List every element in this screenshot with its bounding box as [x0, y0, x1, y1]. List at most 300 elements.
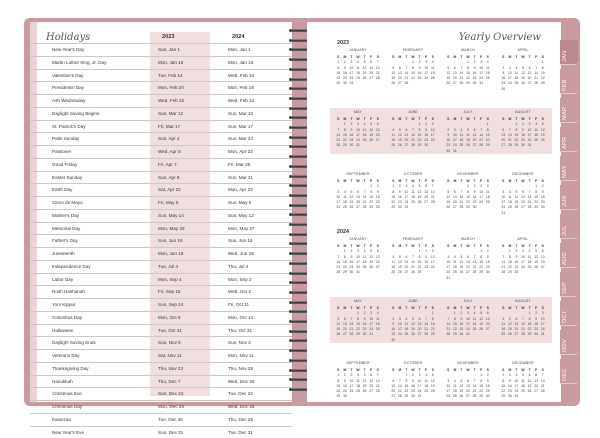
- weekday-initial: T: [471, 179, 478, 183]
- day-number: 16: [397, 195, 404, 199]
- day-number: 13: [368, 66, 375, 70]
- weekday-initial: M: [452, 55, 459, 59]
- weekday-initial: T: [458, 179, 465, 183]
- day-number: 24: [397, 332, 404, 336]
- day-number: 24: [416, 389, 423, 393]
- day-number: 23: [458, 327, 465, 331]
- day-number: 27: [397, 81, 404, 85]
- day-number: 29: [368, 205, 375, 209]
- day-number: 23: [423, 138, 430, 142]
- month-tab-label: NOV: [562, 339, 568, 352]
- month-name: JANUARY: [335, 237, 381, 241]
- blank-day: [452, 122, 459, 126]
- day-number: 31: [513, 394, 520, 398]
- day-number: 10: [478, 190, 485, 194]
- day-number: 12: [465, 133, 472, 137]
- day-number: 12: [390, 71, 397, 75]
- day-number: 20: [403, 265, 410, 269]
- day-number: 8: [335, 66, 342, 70]
- day-number: 10: [429, 255, 436, 259]
- day-number: 19: [397, 138, 404, 142]
- day-number: 13: [390, 384, 397, 388]
- holiday-row: [30, 56, 292, 69]
- day-number: 13: [465, 260, 472, 264]
- day-number: 28: [520, 332, 527, 336]
- weekday-initial: F: [478, 368, 485, 372]
- blank-day: [397, 311, 404, 315]
- day-number: 22: [342, 138, 349, 142]
- day-number: 25: [533, 138, 540, 142]
- day-number: 19: [445, 76, 452, 80]
- day-number: 10: [335, 195, 342, 199]
- holiday-row: [30, 183, 292, 196]
- day-number: 6: [374, 122, 381, 126]
- day-number: 13: [403, 260, 410, 264]
- holidays-title: Holidays: [46, 32, 90, 43]
- day-number: 31: [445, 276, 452, 280]
- blank-day: [478, 122, 485, 126]
- month-tab[interactable]: [560, 69, 578, 94]
- weekday-initial: T: [526, 55, 533, 59]
- holiday-date-2024: Mon, Oct 14: [228, 315, 253, 320]
- weekday-initial: W: [465, 244, 472, 248]
- day-number: 4: [429, 60, 436, 64]
- day-number: 27: [513, 332, 520, 336]
- day-number: 4: [361, 122, 368, 126]
- weekday-initial: T: [416, 179, 423, 183]
- day-number: 28: [423, 332, 430, 336]
- month-name: NOVEMBER: [445, 361, 491, 365]
- day-number: 6: [397, 66, 404, 70]
- day-number: 26: [368, 138, 375, 142]
- holiday-date-2024: Thu, Dec 26: [228, 417, 253, 422]
- day-number: 31: [539, 332, 546, 336]
- day-number: 1: [410, 60, 417, 64]
- day-number: 30: [471, 205, 478, 209]
- weekday-initial: T: [361, 368, 368, 372]
- weekday-initial: W: [520, 368, 527, 372]
- day-number: 5: [410, 317, 417, 321]
- day-number: 19: [526, 384, 533, 388]
- weekday-initial: S: [390, 244, 397, 248]
- day-number: 27: [533, 389, 540, 393]
- day-number: 5: [390, 66, 397, 70]
- day-number: 13: [520, 195, 527, 199]
- day-number: 6: [423, 184, 430, 188]
- month-tab[interactable]: [560, 40, 578, 65]
- holiday-name: St. Patrick's Day: [52, 124, 86, 129]
- overview-year-label: 2024: [337, 229, 349, 235]
- day-number: 5: [368, 249, 375, 253]
- day-number: 10: [397, 322, 404, 326]
- day-number: 16: [471, 195, 478, 199]
- day-number: 24: [539, 327, 546, 331]
- day-number: 24: [526, 138, 533, 142]
- holiday-row: [30, 362, 292, 375]
- holiday-date-2024: Sun, May 12: [228, 213, 254, 218]
- day-number: 16: [374, 195, 381, 199]
- day-number: 15: [403, 384, 410, 388]
- day-number: 27: [368, 389, 375, 393]
- weekday-initial: T: [458, 244, 465, 248]
- month-tab[interactable]: [560, 243, 578, 268]
- day-number: 2: [520, 122, 527, 126]
- day-number: 28: [458, 205, 465, 209]
- weekday-initial: T: [403, 179, 410, 183]
- day-number: 25: [423, 389, 430, 393]
- day-number: 7: [374, 60, 381, 64]
- holiday-row: [30, 222, 292, 235]
- weekday-initial: M: [452, 179, 459, 183]
- day-number: 27: [452, 205, 459, 209]
- month-name: JANUARY: [335, 48, 381, 52]
- day-number: 23: [471, 76, 478, 80]
- day-number: 22: [526, 327, 533, 331]
- day-number: 12: [361, 379, 368, 383]
- month-tab[interactable]: [560, 301, 578, 326]
- day-number: 4: [520, 373, 527, 377]
- day-number: 14: [374, 379, 381, 383]
- day-number: 3: [429, 249, 436, 253]
- weekday-initial: T: [458, 368, 465, 372]
- day-number: 14: [500, 260, 507, 264]
- day-number: 13: [484, 317, 491, 321]
- blank-day: [342, 311, 349, 315]
- overview-year-label: 2023: [337, 40, 349, 46]
- holiday-row: [30, 324, 292, 337]
- day-number: 27: [374, 265, 381, 269]
- day-number: 21: [520, 327, 527, 331]
- weekday-initial: S: [429, 244, 436, 248]
- weekday-initial: S: [429, 55, 436, 59]
- month-name: APRIL: [500, 48, 546, 52]
- day-number: 26: [445, 81, 452, 85]
- day-number: 1: [342, 122, 349, 126]
- day-number: 23: [513, 265, 520, 269]
- day-number: 29: [403, 394, 410, 398]
- weekday-initial: S: [445, 368, 452, 372]
- day-number: 13: [374, 128, 381, 132]
- day-number: 8: [403, 379, 410, 383]
- day-number: 16: [445, 138, 452, 142]
- month-tab[interactable]: [560, 185, 578, 210]
- day-number: 10: [348, 66, 355, 70]
- day-number: 28: [335, 143, 342, 147]
- holiday-name: Earth Day: [52, 187, 72, 192]
- holiday-date-2023: Mon, Feb 20: [158, 85, 184, 90]
- day-number: 7: [429, 184, 436, 188]
- day-number: 5: [416, 184, 423, 188]
- day-number: 2: [445, 128, 452, 132]
- holiday-name: Halloween: [52, 328, 73, 333]
- month-name: DECEMBER: [500, 361, 546, 365]
- holiday-date-2023: Sun, Sep 24: [158, 302, 183, 307]
- holiday-name: New Year's Day: [52, 47, 84, 52]
- day-number: 12: [445, 71, 452, 75]
- day-number: 8: [342, 128, 349, 132]
- holiday-name: Hanukkah: [52, 379, 73, 384]
- day-number: 3: [507, 66, 514, 70]
- day-number: 8: [465, 66, 472, 70]
- day-number: 20: [342, 327, 349, 331]
- month-name: JULY: [445, 110, 491, 114]
- weekday-initial: T: [416, 244, 423, 248]
- day-number: 23: [471, 200, 478, 204]
- weekday-initial: W: [465, 306, 472, 310]
- day-number: 1: [390, 184, 397, 188]
- month-tab[interactable]: [560, 330, 578, 355]
- day-number: 4: [507, 190, 514, 194]
- day-number: 20: [533, 384, 540, 388]
- weekday-initial: S: [335, 55, 342, 59]
- weekday-initial: F: [368, 55, 375, 59]
- month-tab[interactable]: [560, 127, 578, 152]
- day-number: 4: [513, 66, 520, 70]
- month-day-grid: [445, 306, 491, 336]
- day-number: 23: [361, 327, 368, 331]
- holiday-date-2024: Tue, Dec 24: [228, 391, 253, 396]
- blank-day: [452, 184, 459, 188]
- day-number: 7: [500, 255, 507, 259]
- day-number: 13: [368, 379, 375, 383]
- month-name: FEBRUARY: [390, 237, 436, 241]
- day-number: 1: [335, 60, 342, 64]
- day-number: 21: [423, 327, 430, 331]
- day-number: 19: [465, 138, 472, 142]
- blank-day: [397, 249, 404, 253]
- month-tab-label: MAR: [562, 107, 568, 120]
- day-number: 1: [452, 311, 459, 315]
- holiday-name: Passover: [52, 149, 71, 154]
- holiday-date-2024: Sun, Jun 16: [228, 238, 253, 243]
- day-number: 30: [533, 332, 540, 336]
- day-number: 6: [452, 190, 459, 194]
- day-number: 22: [500, 389, 507, 393]
- day-number: 2: [342, 60, 349, 64]
- day-number: 10: [500, 195, 507, 199]
- weekday-initial: M: [452, 368, 459, 372]
- day-number: 29: [478, 394, 485, 398]
- day-number: 10: [507, 71, 514, 75]
- day-number: 19: [507, 327, 514, 331]
- day-number: 25: [410, 200, 417, 204]
- day-number: 6: [390, 379, 397, 383]
- month-name: JULY: [445, 299, 491, 303]
- day-number: 2: [513, 249, 520, 253]
- day-number: 15: [416, 133, 423, 137]
- day-number: 9: [533, 317, 540, 321]
- day-number: 13: [374, 255, 381, 259]
- weekday-initial: W: [465, 55, 472, 59]
- day-number: 7: [533, 66, 540, 70]
- weekday-initial: S: [390, 368, 397, 372]
- day-number: 30: [342, 394, 349, 398]
- month-day-grid: [390, 244, 436, 274]
- day-number: 5: [513, 190, 520, 194]
- day-number: 15: [342, 133, 349, 137]
- day-number: 24: [348, 389, 355, 393]
- weekday-initial: T: [526, 306, 533, 310]
- day-number: 1: [513, 122, 520, 126]
- day-number: 15: [484, 133, 491, 137]
- holiday-date-2023: Fri, May 5: [158, 200, 178, 205]
- holiday-name: Labor Day: [52, 277, 73, 282]
- holiday-row: [30, 400, 292, 413]
- day-number: 19: [458, 389, 465, 393]
- day-number: 22: [335, 76, 342, 80]
- weekday-initial: W: [520, 244, 527, 248]
- day-number: 10: [423, 66, 430, 70]
- day-number: 22: [429, 327, 436, 331]
- day-number: 16: [500, 76, 507, 80]
- day-number: 6: [484, 311, 491, 315]
- day-number: 10: [355, 128, 362, 132]
- day-number: 13: [423, 190, 430, 194]
- weekday-initial: S: [390, 179, 397, 183]
- weekday-initial: W: [465, 179, 472, 183]
- weekday-initial: T: [471, 244, 478, 248]
- day-number: 20: [452, 76, 459, 80]
- day-number: 5: [361, 373, 368, 377]
- day-number: 9: [471, 66, 478, 70]
- day-number: 7: [471, 255, 478, 259]
- month-tab[interactable]: [560, 359, 578, 384]
- day-number: 13: [452, 195, 459, 199]
- day-number: 20: [452, 200, 459, 204]
- day-number: 15: [355, 322, 362, 326]
- day-number: 5: [520, 66, 527, 70]
- day-number: 2: [342, 373, 349, 377]
- holiday-row: [30, 69, 292, 82]
- weekday-initial: S: [484, 244, 491, 248]
- day-number: 6: [539, 249, 546, 253]
- day-number: 15: [452, 322, 459, 326]
- weekday-initial: S: [390, 55, 397, 59]
- blank-day: [397, 60, 404, 64]
- day-number: 20: [368, 384, 375, 388]
- day-number: 29: [342, 270, 349, 274]
- day-number: 2: [539, 184, 546, 188]
- day-number: 11: [390, 133, 397, 137]
- month-tab[interactable]: [560, 98, 578, 123]
- day-number: 8: [342, 255, 349, 259]
- month-name: SEPTEMBER: [335, 361, 381, 365]
- weekday-initial: S: [445, 179, 452, 183]
- day-number: 6: [403, 255, 410, 259]
- day-number: 21: [445, 327, 452, 331]
- weekday-initial: M: [342, 179, 349, 183]
- day-number: 7: [410, 255, 417, 259]
- day-number: 14: [361, 195, 368, 199]
- day-number: 9: [348, 128, 355, 132]
- day-number: 13: [513, 322, 520, 326]
- holiday-date-2023: Sun, Jun 18: [158, 238, 183, 243]
- day-number: 18: [355, 71, 362, 75]
- weekday-initial: W: [355, 55, 362, 59]
- day-number: 9: [423, 128, 430, 132]
- day-number: 31: [478, 81, 485, 85]
- month-tab[interactable]: [560, 272, 578, 297]
- day-number: 14: [458, 195, 465, 199]
- holiday-date-2024: Fri, Mar 29: [228, 162, 250, 167]
- day-number: 8: [416, 255, 423, 259]
- month-tab-label: SEP: [562, 282, 568, 294]
- day-number: 17: [368, 322, 375, 326]
- weekday-initial: W: [410, 55, 417, 59]
- day-number: 22: [342, 265, 349, 269]
- weekday-initial: S: [374, 306, 381, 310]
- day-number: 20: [484, 322, 491, 326]
- holiday-name: Kwanzaa: [52, 417, 71, 422]
- day-number: 22: [452, 327, 459, 331]
- month-tab-label: FEB: [562, 79, 568, 91]
- holiday-date-2023: Sun, Apr 9: [158, 175, 179, 180]
- day-number: 30: [507, 394, 514, 398]
- day-number: 3: [355, 122, 362, 126]
- day-number: 16: [533, 322, 540, 326]
- yearly-overview-page: [307, 22, 561, 402]
- day-number: 26: [397, 143, 404, 147]
- day-number: 7: [335, 255, 342, 259]
- day-number: 31: [465, 332, 472, 336]
- month-tab[interactable]: [560, 214, 578, 239]
- weekday-initial: F: [533, 368, 540, 372]
- day-number: 13: [526, 71, 533, 75]
- weekday-initial: T: [526, 179, 533, 183]
- weekday-initial: T: [513, 244, 520, 248]
- weekday-initial: T: [361, 117, 368, 121]
- weekday-initial: S: [374, 368, 381, 372]
- day-number: 16: [410, 384, 417, 388]
- day-number: 18: [361, 133, 368, 137]
- holiday-row: [30, 209, 292, 222]
- weekday-initial: S: [500, 306, 507, 310]
- holiday-date-2024: Sun, Mar 10: [228, 111, 253, 116]
- day-number: 27: [403, 270, 410, 274]
- day-number: 26: [445, 205, 452, 209]
- day-number: 9: [342, 66, 349, 70]
- weekday-initial: M: [507, 368, 514, 372]
- holiday-date-2023: Wed, Feb 22: [158, 98, 184, 103]
- day-number: 12: [368, 255, 375, 259]
- day-number: 2: [500, 66, 507, 70]
- day-number: 12: [445, 195, 452, 199]
- holiday-date-2024: Mon, Feb 19: [228, 85, 254, 90]
- day-number: 1: [539, 60, 546, 64]
- day-number: 3: [348, 60, 355, 64]
- day-number: 17: [348, 384, 355, 388]
- day-number: 25: [390, 270, 397, 274]
- weekday-initial: M: [507, 306, 514, 310]
- month-tab[interactable]: [560, 156, 578, 181]
- day-number: 8: [355, 317, 362, 321]
- month-day-grid: [500, 368, 546, 398]
- day-number: 13: [452, 71, 459, 75]
- day-number: 7: [335, 128, 342, 132]
- day-number: 19: [368, 133, 375, 137]
- blank-day: [520, 311, 527, 315]
- day-number: 28: [507, 143, 514, 147]
- weekday-initial: T: [458, 117, 465, 121]
- day-number: 17: [423, 71, 430, 75]
- day-number: 17: [429, 133, 436, 137]
- weekday-initial: W: [410, 306, 417, 310]
- day-number: 8: [390, 190, 397, 194]
- day-number: 17: [478, 71, 485, 75]
- day-number: 19: [390, 76, 397, 80]
- holiday-row: [30, 260, 292, 273]
- day-number: 20: [416, 327, 423, 331]
